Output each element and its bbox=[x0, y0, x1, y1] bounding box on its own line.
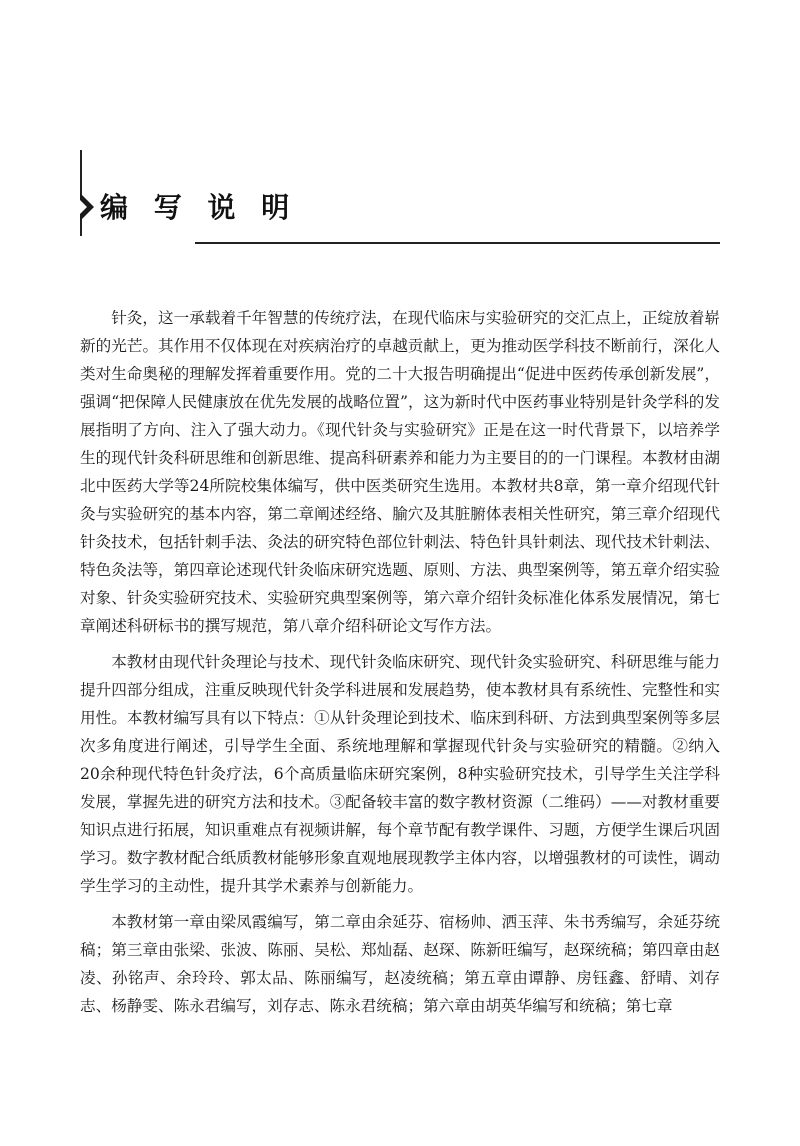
header-arrow-inner-icon bbox=[80, 200, 87, 214]
title-underline-rule bbox=[195, 242, 720, 244]
paragraph-3: 本教材第一章由梁凤霞编写，第二章由余延芬、宿杨帅、洒玉萍、朱书秀编写，余延芬统稿；第三章由张梁、张波、陈丽、吴松、郑灿磊、赵琛、陈新旺编写，赵琛统稿；第四章由赵凌、孙铭声、余玲玲、郭太品、陈丽编写，赵凌统稿；第五章由谭静、房钰鑫、舒晴、刘存志、杨静雯、陈永君编写，刘存志、陈永君统稿；第六章由胡英华编写和统稿；第七章 bbox=[80, 913, 720, 1015]
paragraph-2: 本教材由现代针灸理论与技术、现代针灸临床研究、现代针灸实验研究、科研思维与能力提升四部分组成，注重反映现代针灸学科进展和发展趋势，使本教材具有系统性、完整性和实用性。本教材编写具有以下特点：①从针灸理论到技术、临床到科研、方法到典型案例等多层次多角度进行阐述，引导学生全面、系统地理解和掌握现代针灸与实验研究的精髓。②纳入20余种现代特色针灸疗法，6个高质量临床研究案例，8种实验研究技术，引导学生关注学科发展，掌握先进的研究方法和技术。③配备较丰富的数字教材资源（二维码）——对教材重要知识点进行拓展，知识重难点有视频讲解，每个章节配有教学课件、习题，方便学生课后巩固学习。数字教材配合纸质教材能够形象直观地展现教学主体内容，以增强教材的可读性，调动学生学习的主动性，提升其学术素养与创新能力。 bbox=[80, 653, 720, 895]
paragraph-1: 针灸，这一承载着千年智慧的传统疗法，在现代临床与实验研究的交汇点上，正绽放着崭新的光芒。其作用不仅体现在对疾病治疗的卓越贡献上，更为推动医学科技不断前行，深化人类对生命奥秘的理解发挥着重要作用。党的二十大报告明确提出“促进中医药传承创新发展”，强调“把保障人民健康放在优先发展的战略位置”，这为新时代中医药事业特别是针灸学科的发展指明了方向、注入了强大动力。《现代针灸与实验研究》正是在这一时代背景下，以培养学生的现代针灸科研思维和创新思维、提高科研素养和能力为主要目的的一门课程。本教材由湖北中医药大学等24所院校集体编写，供中医类研究生选用。本教材共8章，第一章介绍现代针灸与实验研究的基本内容，第二章阐述经络、腧穴及其脏腑体表相关性研究，第三章介绍现代针灸技术，包括针刺手法、灸法的研究特色部位针刺法、特色针具针刺法、现代技术针刺法、特色灸法等，第四章论述现代针灸临床研究选题、原则、方法、典型案例等，第五章介绍实验对象、针灸实验研究技术、实验研究典型案例等，第六章介绍针灸标准化体系发展情况，第七章阐述科研标书的撰写规范，第八章介绍科研论文写作方法。 bbox=[80, 309, 720, 635]
page-title: 编 写 说 明 bbox=[100, 191, 298, 224]
body-text bbox=[80, 304, 720, 1028]
